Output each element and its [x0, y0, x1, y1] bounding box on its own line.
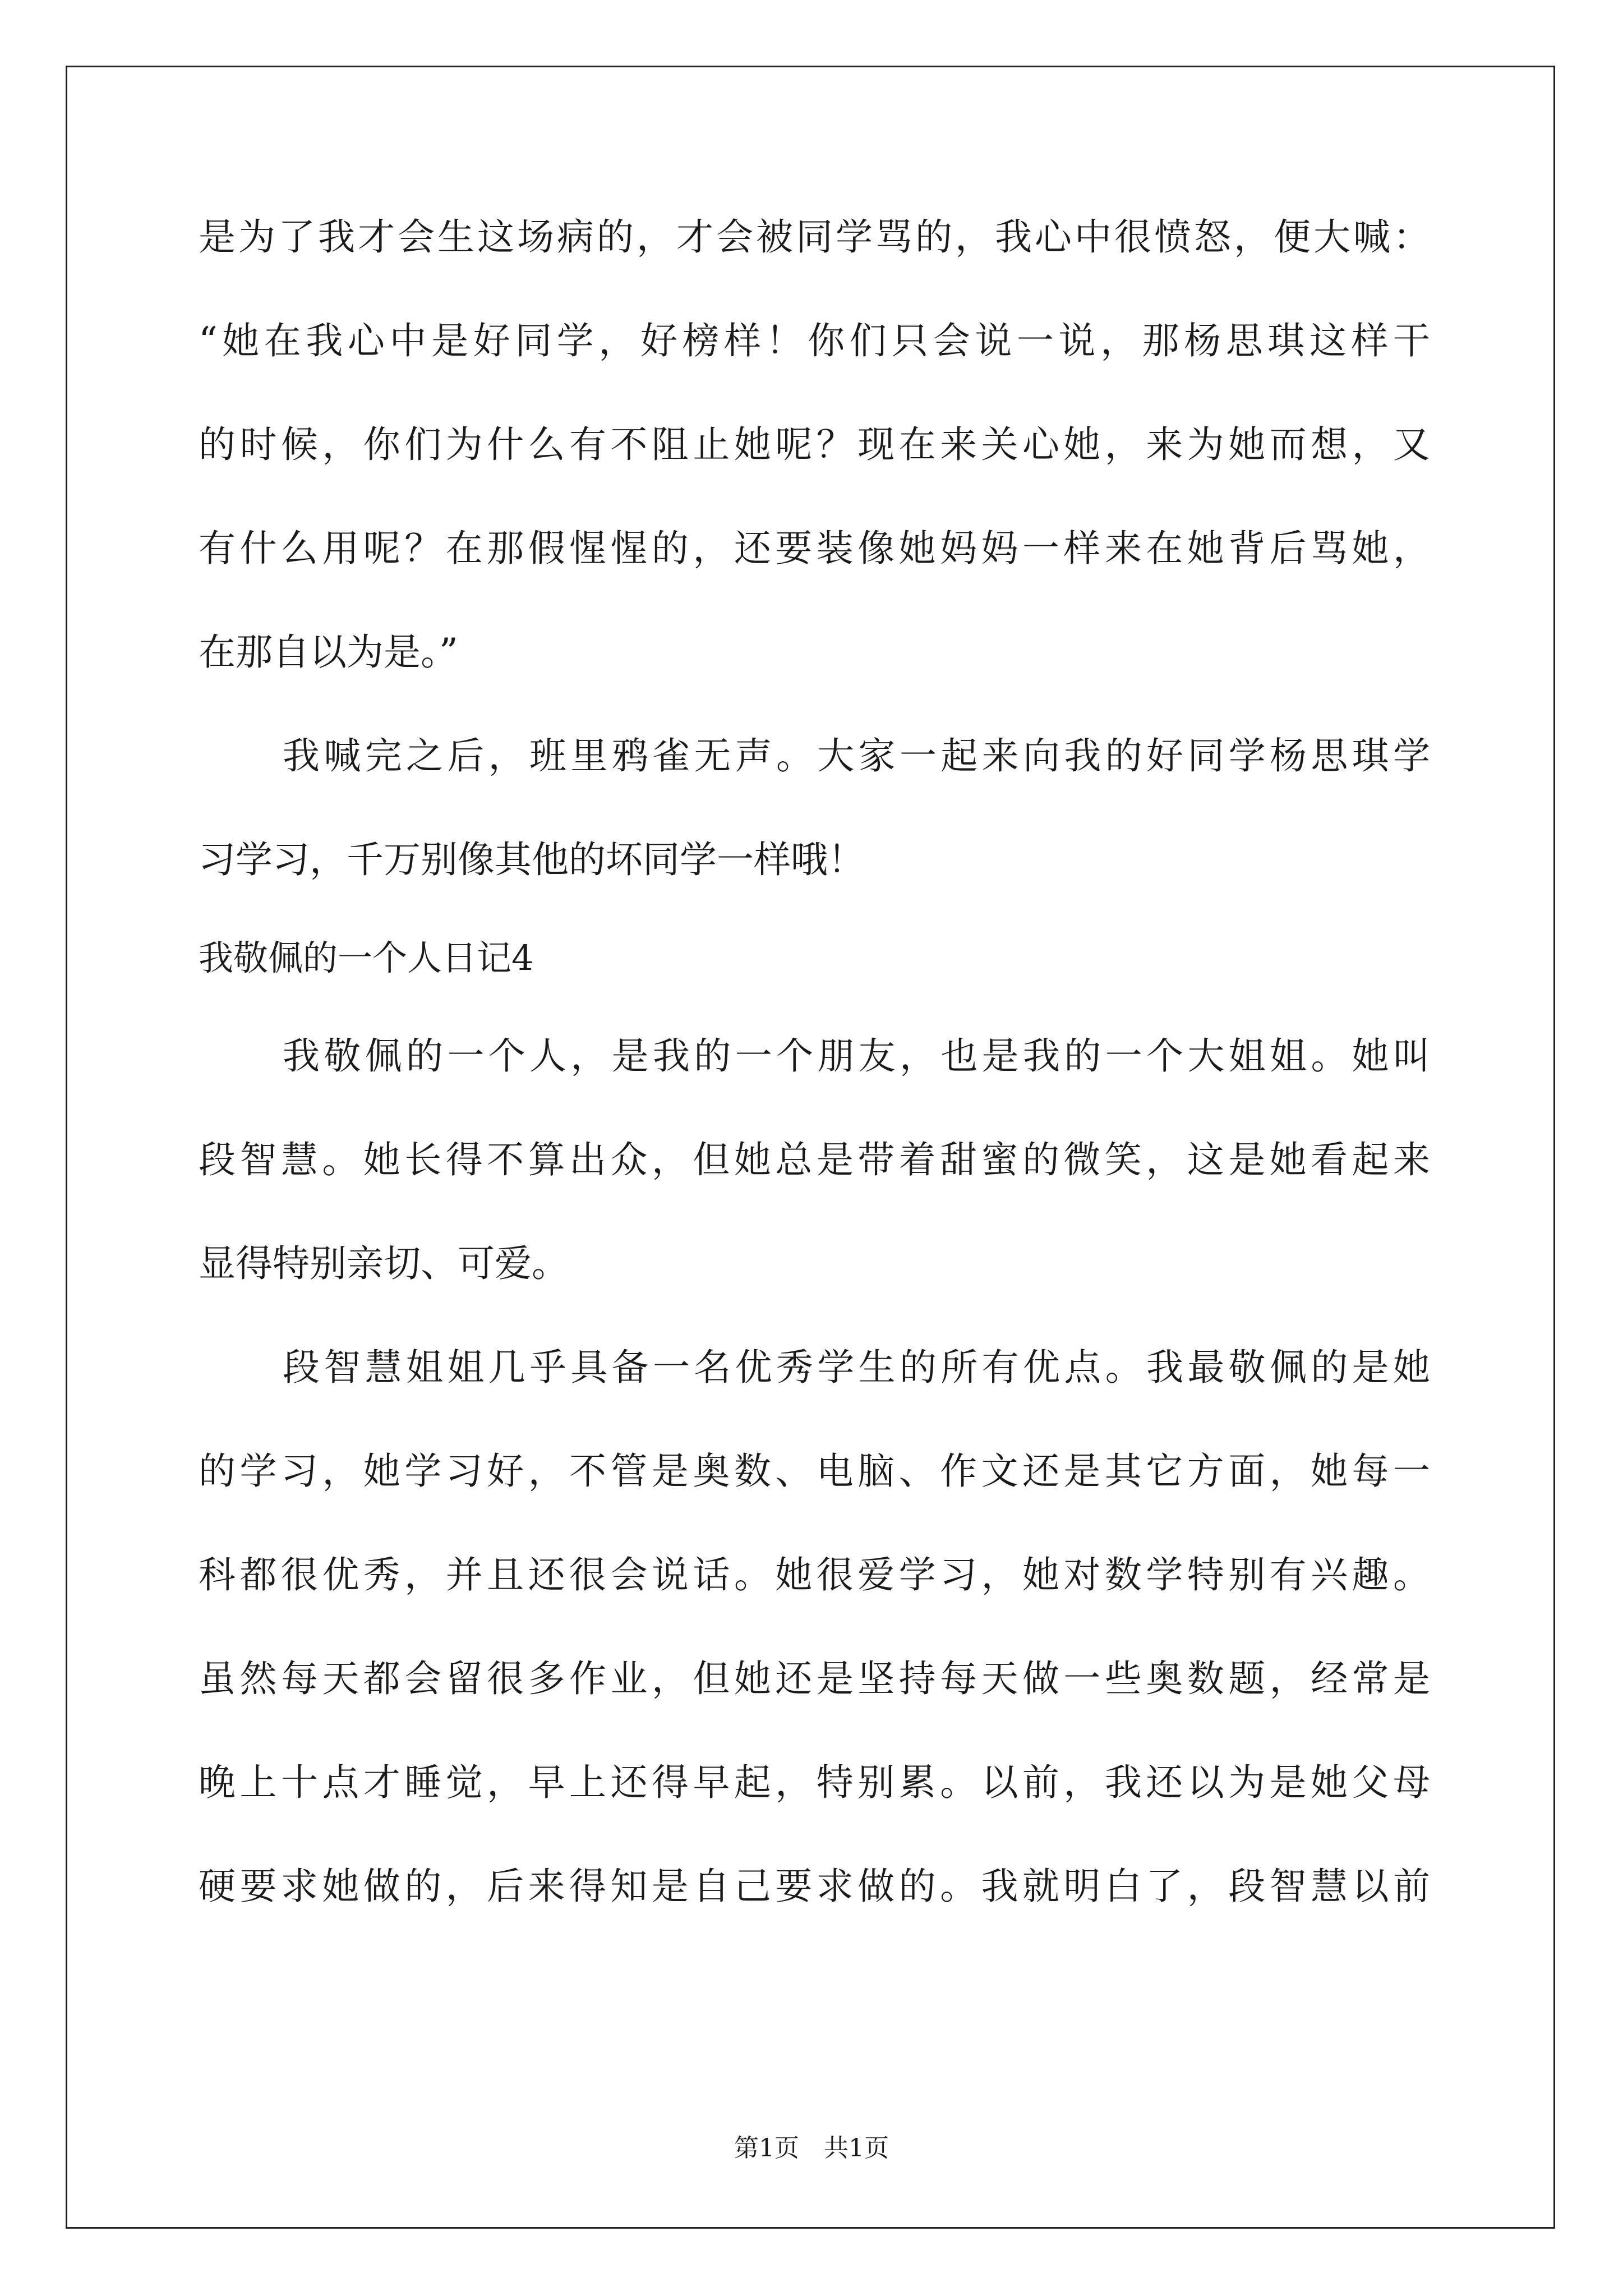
text-line: 晚上十点才睡觉，早上还得早起，特别累。以前，我还以为是她父母: [199, 1761, 1430, 1804]
text-line: 段智慧。她长得不算出众，但她总是带着甜蜜的微笑，这是她看起来: [199, 1138, 1430, 1181]
text-line: “她在我心中是好同学，好榜样！你们只会说一说，那杨思琪这样干: [199, 319, 1430, 362]
text-line: 习学习，千万别像其他的坏同学一样哦！: [199, 838, 865, 881]
text-line: 虽然每天都会留很多作业，但她还是坚持每天做一些奥数题，经常是: [199, 1657, 1430, 1700]
text-line: 显得特别亲切、可爱。: [199, 1242, 569, 1285]
paragraph-first-line: 我喊完之后，班里鸦雀无声。大家一起来向我的好同学杨思琪学: [283, 734, 1430, 777]
paragraph-first-line: 段智慧姐姐几乎具备一名优秀学生的所有优点。我最敬佩的是她: [283, 1346, 1430, 1389]
section-heading: 我敬佩的一个人日记4: [199, 937, 534, 978]
text-line: 在那自以为是。”: [199, 631, 458, 674]
text-line: 的时候，你们为什么有不阻止她呢？现在来关心她，来为她而想，又: [199, 423, 1430, 466]
text-line: 有什么用呢？在那假惺惺的，还要装像她妈妈一样来在她背后骂她，: [199, 527, 1430, 570]
text-line: 科都很优秀，并且还很会说话。她很爱学习，她对数学特别有兴趣。: [199, 1553, 1430, 1596]
paragraph-first-line: 我敬佩的一个人，是我的一个朋友，也是我的一个大姐姐。她叫: [283, 1034, 1430, 1078]
text-line: 的学习，她学习好，不管是奥数、电脑、作文还是其它方面，她每一: [199, 1450, 1430, 1493]
text-line: 是为了我才会生这场病的，才会被同学骂的，我心中很愤怒，便大喊：: [199, 215, 1430, 259]
text-line: 硬要求她做的，后来得知是自己要求做的。我就明白了，段智慧以前: [199, 1865, 1430, 1908]
page-number-footer: 第1页 共1页: [734, 2134, 889, 2162]
